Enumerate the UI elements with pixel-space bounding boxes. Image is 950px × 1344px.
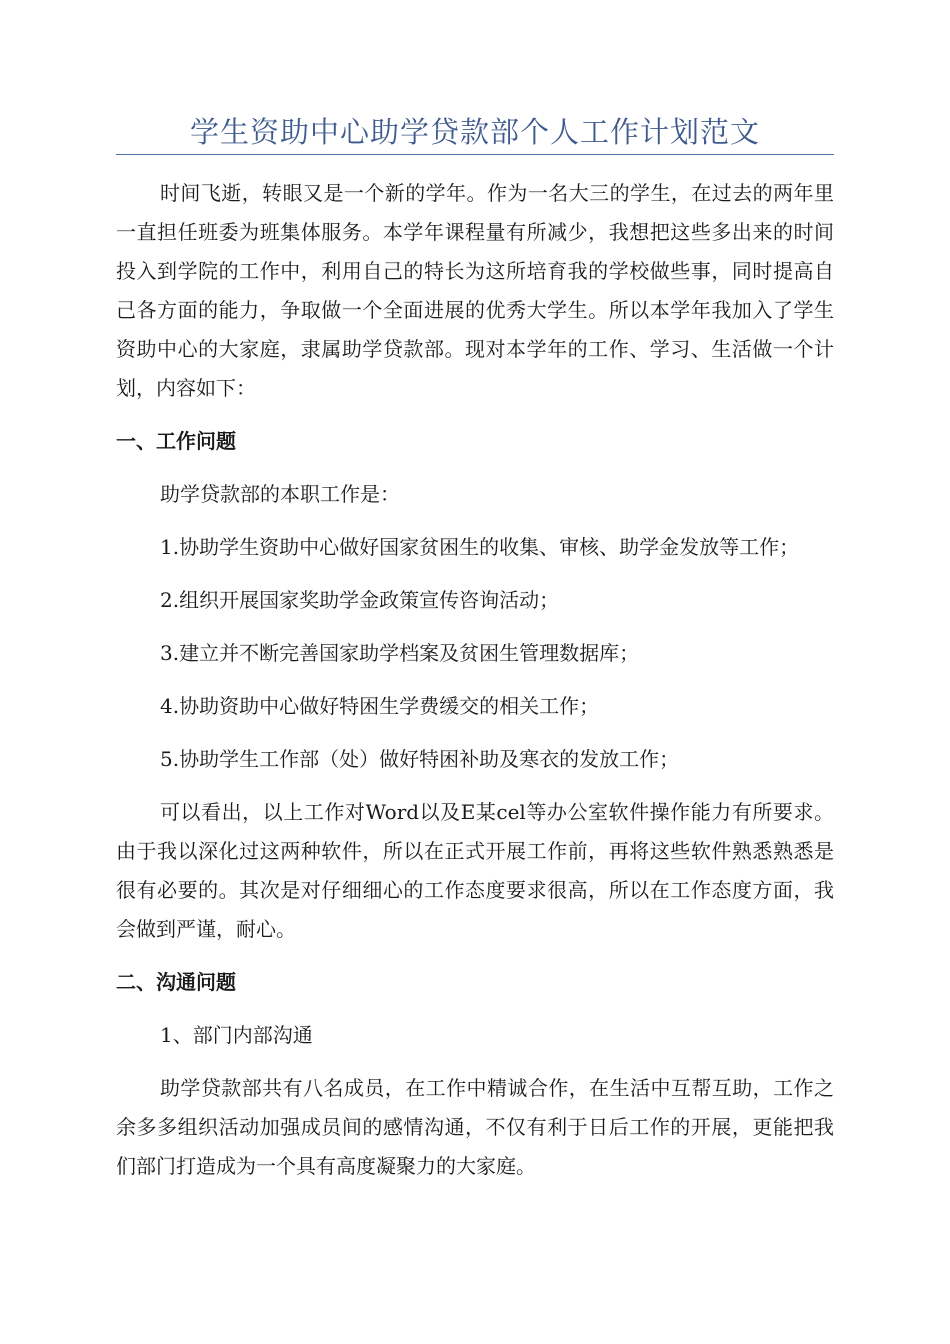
title-underline: [116, 154, 834, 155]
work-item-5: 5.协助学生工作部（处）做好特困补助及寒衣的发放工作；: [160, 747, 680, 771]
intro-paragraph: 时间飞逝，转眼又是一个新的学年。作为一名大三的学生，在过去的两年里一直担任班委为班集体服务。本学年课程量有所减少，我想把这些多出来的时间投入到学院的工作中，利用自己的特长为这所培育我的学校做些事，同时提高自己各方面的能力，争取做一个全面进展的优秀大学生。所以本学年我加入了学生资助中心的大家庭，隶属助学贷款部。现对本学年的工作、学习、生活做一个计划，内容如下：: [116, 181, 834, 400]
work-item-3: 3.建立并不断完善国家助学档案及贫困生管理数据库；: [160, 641, 640, 665]
work-item-4: 4.协助资助中心做好特困生学费缓交的相关工作；: [160, 694, 600, 718]
work-item-1: 1.协助学生资助中心做好国家贫困生的收集、审核、助学金发放等工作；: [160, 535, 800, 559]
communication-subheading: 1、部门内部沟通: [160, 1023, 313, 1047]
work-lead-paragraph: 助学贷款部的本职工作是：: [160, 482, 400, 506]
section-heading-work: 一、工作问题: [116, 429, 236, 453]
document-title: 学生资助中心助学贷款部个人工作计划范文: [189, 115, 760, 149]
work-item-2: 2.组织开展国家奖助学金政策宣传咨询活动；: [160, 588, 560, 612]
section-heading-communication: 二、沟通问题: [116, 970, 236, 994]
work-closing-paragraph: 可以看出，以上工作对Word以及E某cel等办公室软件操作能力有所要求。由于我以深化过这两种软件，所以在正式开展工作前，再将这些软件熟悉熟悉是很有必要的。其次是对仔细细心的工作态度要求很高，所以在工作态度方面，我会做到严谨，耐心。: [116, 800, 834, 941]
document-body: [116, 174, 834, 1186]
communication-paragraph: 助学贷款部共有八名成员，在工作中精诚合作，在生活中互帮互助，工作之余多多组织活动加强成员间的感情沟通，不仅有利于日后工作的开展，更能把我们部门打造成为一个具有高度凝聚力的大家庭。: [116, 1076, 834, 1178]
